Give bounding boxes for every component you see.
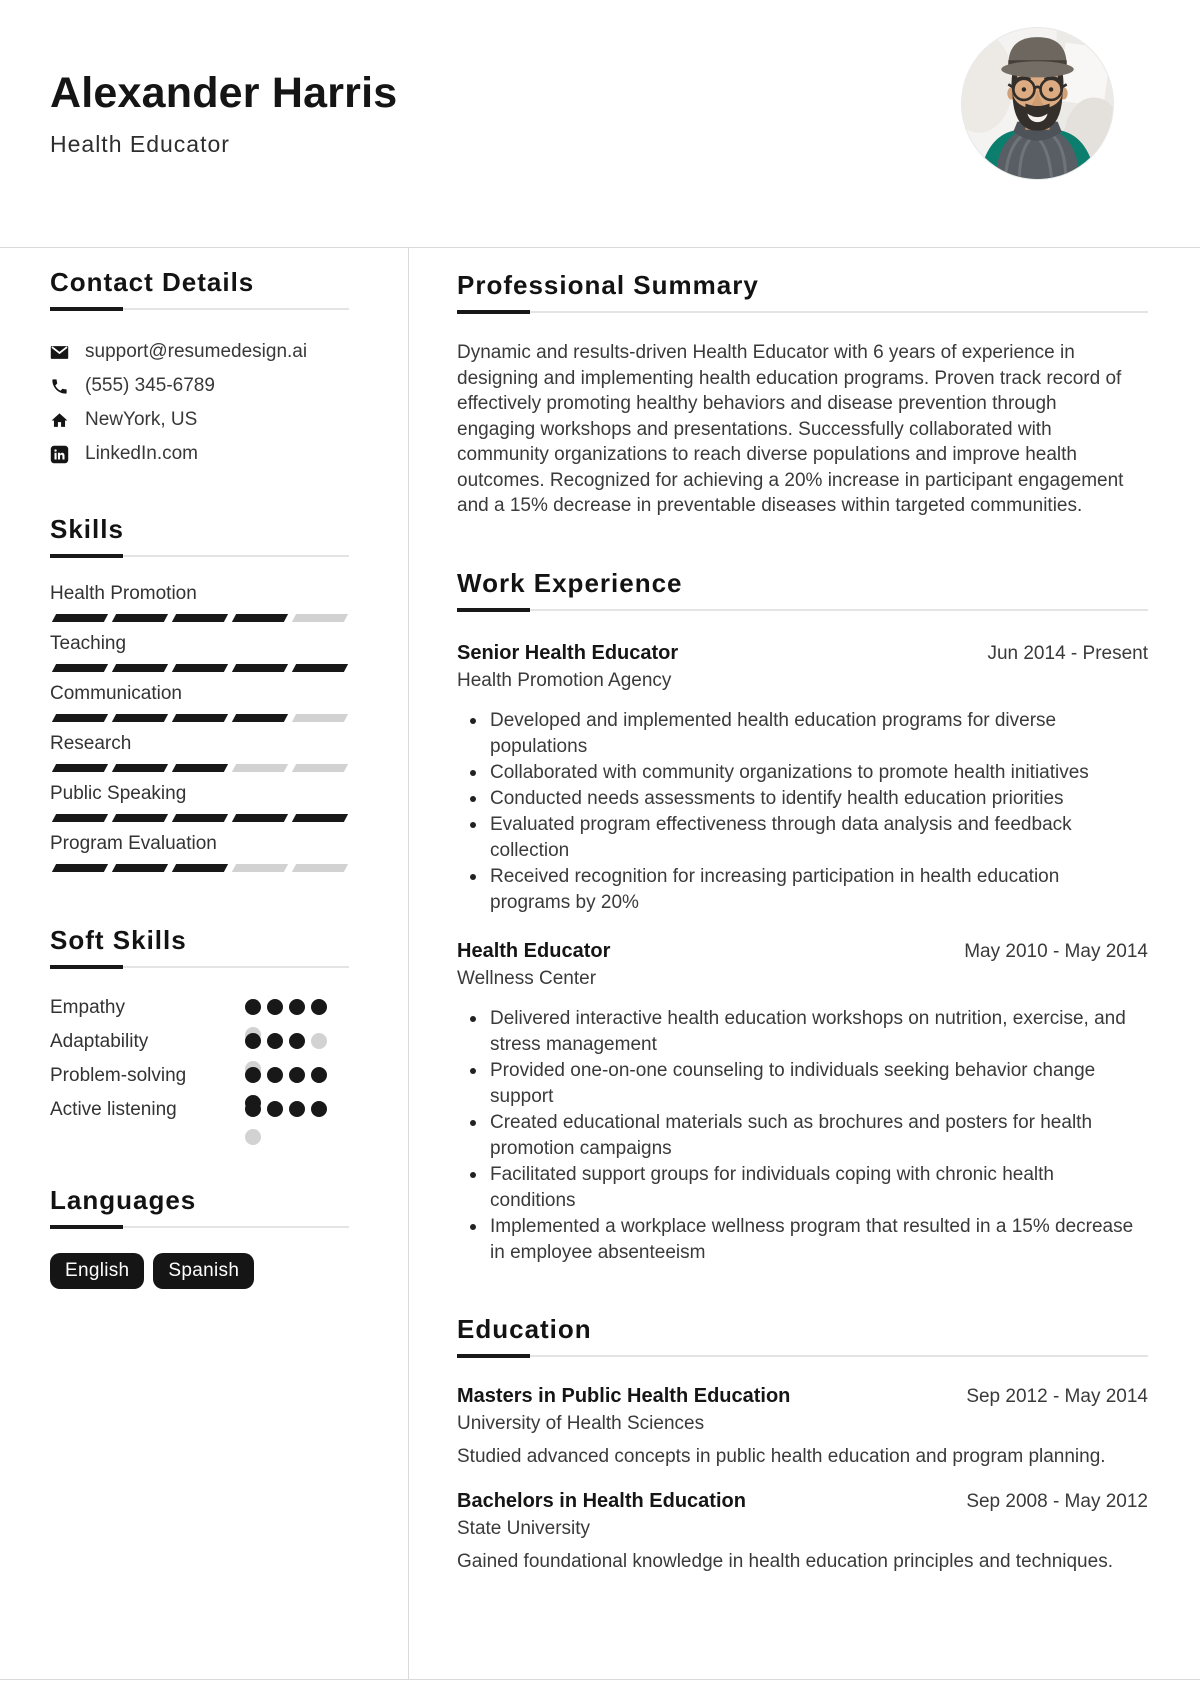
soft-skill-label: Active listening [50,1099,177,1120]
skill-bar-segment [172,664,228,672]
soft-skill-dot [267,1067,283,1083]
skill-level-bar [50,664,349,672]
skill-level-bar [50,764,349,772]
degree-school: State University [457,1517,591,1539]
degree-entry-header [457,1490,1148,1513]
contact-item-text: LinkedIn.com [85,443,199,464]
job-dates: May 2010 - May 2014 [964,940,1148,962]
soft-skill-dot [289,1033,305,1049]
skill-bar-segment [232,664,288,672]
profile-photo [961,27,1114,180]
skill-bar-segment [52,814,108,822]
soft-skills-heading-rule [50,965,349,969]
degree-entry-header [457,1385,1148,1408]
skill-bar-segment [172,614,228,622]
soft-skill-dot [245,1129,261,1145]
soft-skill-label: Adaptability [50,1031,149,1052]
degree-title: Bachelors in Health Education [457,1489,746,1512]
skills-list [50,583,349,872]
skill-bar-segment [232,764,288,772]
work-experience-section [457,569,1148,1266]
soft-skill-dot [267,1033,283,1049]
job-bullet: Delivered interactive health education workshops on nutrition, exercise, and stress management [457,1006,1148,1058]
contact-item-text: (555) 345-6789 [85,375,215,396]
skill-bar-segment [52,614,108,622]
skill-bar-segment [52,714,108,722]
degree-entry [457,1385,1148,1470]
job-entry-header [457,642,1148,665]
soft-skill-dot [267,999,283,1015]
contact-item-text: NewYork, US [85,409,198,430]
degree-entry [457,1490,1148,1575]
job-entry [457,940,1148,1266]
contact-heading: Contact Details [50,267,255,297]
skill-bar-segment [292,814,348,822]
email-icon [50,343,69,362]
soft-skill-dot [289,1067,305,1083]
skill-bar-segment [172,714,228,722]
skill-bar-segment [112,814,168,822]
soft-skill-item [50,1031,349,1065]
skill-item [50,583,349,622]
languages-section [50,1186,349,1289]
skill-label: Program Evaluation [50,833,217,854]
contact-item-phone [50,369,349,403]
soft-skill-item [50,1065,349,1099]
skill-bar-segment [232,864,288,872]
soft-skill-dot [311,999,327,1015]
languages-heading-rule [50,1225,349,1229]
job-bullet: Implemented a workplace wellness program that resulted in a 15% decrease in employee absenteeism [457,1214,1148,1266]
skill-level-bar [50,864,349,872]
soft-skill-dot [311,1101,327,1117]
job-dates: Jun 2014 - Present [987,642,1148,664]
skill-bar-segment [292,714,348,722]
contact-item-email[interactable] [50,335,349,369]
soft-skill-label: Empathy [50,997,125,1018]
skill-bar-segment [52,764,108,772]
job-entry-header [457,940,1148,963]
soft-skill-item [50,997,349,1031]
summary-text: Dynamic and results-driven Health Educator with 6 years of experience in designing and implementing health education programs. Proven track record of effectively promoting healthy behaviors and disease prevention through engaging workshops and presentations. Successfully collaborated with community organizations to reach diverse populations and improve health outcomes. Recognized for achieving a 20% increase in participant engagement and a 15% decrease in preventable diseases within targeted communities. [457,342,1124,516]
skill-item [50,783,349,822]
skill-item [50,683,349,722]
degree-description: Gained foundational knowledge in health education principles and techniques. [457,1550,1113,1572]
degree-school: University of Health Sciences [457,1412,705,1434]
skill-bar-segment [112,714,168,722]
home-icon [50,411,69,430]
resume-header [50,70,397,157]
job-title: Health Educator [457,939,611,962]
skill-bar-segment [112,664,168,672]
skill-level-bar [50,614,349,622]
education-heading-rule [457,1354,1148,1358]
soft-skill-dot [311,1033,327,1049]
job-company: Wellness Center [457,967,597,989]
skill-label: Health Promotion [50,583,197,604]
languages-heading: Languages [50,1185,197,1215]
job-list [457,642,1148,1266]
skill-bar-segment [292,664,348,672]
skill-bar-segment [172,864,228,872]
skill-bar-segment [52,664,108,672]
contact-item-linkedin[interactable] [50,437,349,471]
summary-heading: Professional Summary [457,270,759,300]
skills-heading: Skills [50,514,124,544]
job-bullet: Facilitated support groups for individuals coping with chronic health conditions [457,1162,1148,1214]
soft-skill-dot [289,1101,305,1117]
skill-bar-segment [292,764,348,772]
left-column [50,247,349,1289]
soft-skill-dots [245,1101,327,1145]
degree-list [457,1385,1148,1575]
job-bullet: Developed and implemented health education programs for diverse populations [457,708,1148,760]
page-bottom-divider [0,1679,1200,1680]
degree-dates: Sep 2008 - May 2012 [966,1490,1148,1512]
job-title: Senior Health Educator [457,641,679,664]
skill-level-bar [50,714,349,722]
degree-title: Masters in Public Health Education [457,1384,791,1407]
contact-heading-rule [50,307,349,311]
language-badge: English [50,1253,144,1289]
skill-bar-segment [292,614,348,622]
language-badge: Spanish [153,1253,254,1289]
soft-skill-dot [289,999,305,1015]
job-bullet: Received recognition for increasing participation in health education programs by 20% [457,864,1148,916]
skill-label: Teaching [50,633,127,654]
skill-label: Communication [50,683,182,704]
skill-bar-segment [172,764,228,772]
skill-level-bar [50,814,349,822]
job-entry [457,642,1148,916]
skills-heading-rule [50,554,349,558]
soft-skill-dot [267,1101,283,1117]
soft-skill-dot [245,1033,261,1049]
soft-skill-dot [245,1101,261,1117]
skill-item [50,833,349,872]
summary-section [457,271,1148,519]
education-heading: Education [457,1313,592,1344]
soft-skills-heading: Soft Skills [50,925,187,955]
work-experience-heading: Work Experience [457,567,683,598]
skill-bar-segment [112,614,168,622]
contact-item-home [50,403,349,437]
job-bullet: Created educational materials such as brochures and posters for health promotion campaigns [457,1110,1148,1162]
work-experience-heading-rule [457,608,1148,612]
column-divider [408,247,409,1679]
job-bullet: Provided one-on-one counseling to individuals seeking behavior change support [457,1058,1148,1110]
contact-section [50,268,349,471]
soft-skill-dot [245,999,261,1015]
skill-bar-segment [232,814,288,822]
job-bullet-list [457,1006,1148,1266]
skill-bar-segment [112,864,168,872]
skill-label: Public Speaking [50,783,187,804]
linkedin-icon [50,445,69,464]
skill-item [50,633,349,672]
skill-item [50,733,349,772]
education-section [457,1315,1148,1575]
skill-bar-segment [232,714,288,722]
profile-photo-illustration [961,27,1114,180]
right-column [457,247,1148,1575]
language-badge-list [50,1253,349,1289]
soft-skills-section [50,926,349,1133]
soft-skill-dot [311,1067,327,1083]
contact-list [50,335,349,471]
skill-bar-segment [52,864,108,872]
skill-bar-segment [112,764,168,772]
person-name: Alexander Harris [50,69,398,117]
summary-heading-rule [457,310,1148,314]
soft-skill-label: Problem-solving [50,1065,187,1086]
phone-icon [50,377,69,396]
job-bullet: Evaluated program effectiveness through data analysis and feedback collection [457,812,1148,864]
soft-skills-list [50,997,349,1133]
person-job-title: Health Educator [50,131,230,157]
skill-label: Research [50,733,132,754]
job-company: Health Promotion Agency [457,669,672,691]
job-bullet: Collaborated with community organizations to promote health initiatives [457,760,1148,786]
contact-item-text: support@resumedesign.ai [85,341,308,362]
soft-skill-item [50,1099,349,1133]
degree-description: Studied advanced concepts in public health education and program planning. [457,1445,1106,1467]
job-bullet-list [457,708,1148,916]
soft-skill-dot [245,1067,261,1083]
skill-bar-segment [232,614,288,622]
skills-section [50,515,349,872]
degree-dates: Sep 2012 - May 2014 [966,1385,1148,1407]
job-bullet: Conducted needs assessments to identify health education priorities [457,786,1148,812]
skill-bar-segment [292,864,348,872]
skill-bar-segment [172,814,228,822]
